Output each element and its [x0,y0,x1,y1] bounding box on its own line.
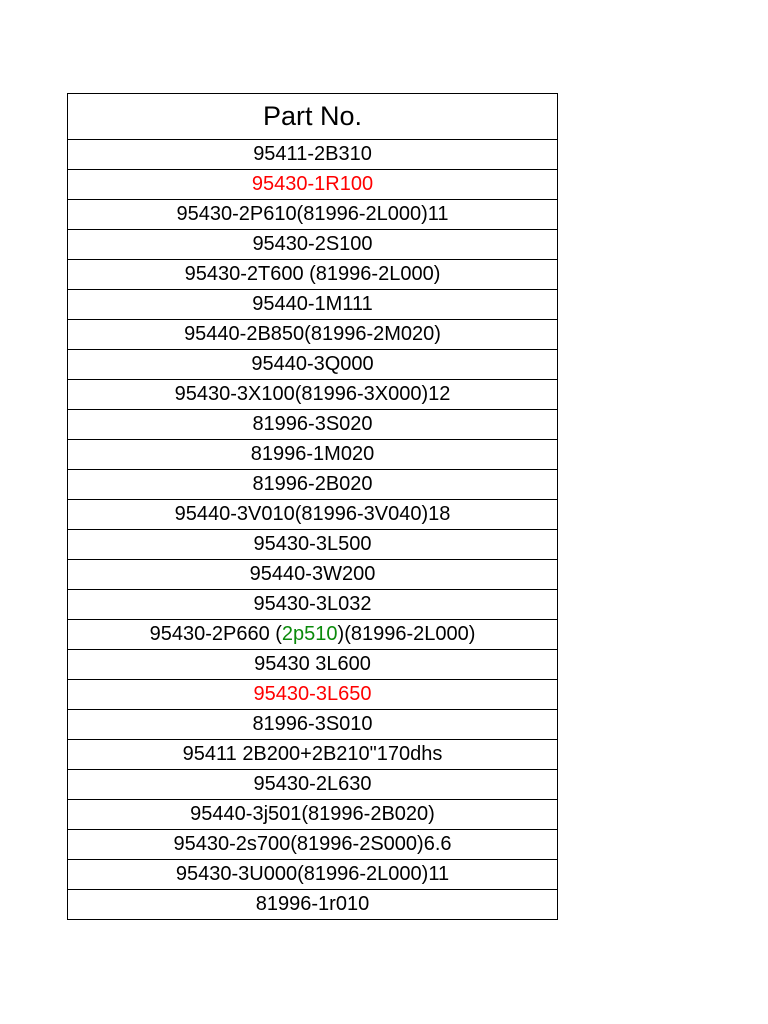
part-number-cell [68,260,558,290]
part-number-text: )(81996-2L000) [337,623,476,645]
part-number-text: 95430-2T600 (81996-2L000) [184,263,441,285]
part-no-header: Part No. [68,94,558,140]
part-number-text: 81996-2B020 [252,473,373,495]
part-number-text: 2p510 [281,623,338,645]
table-row [68,740,558,770]
part-number-text: 95440-2B850(81996-2M020) [184,323,441,345]
part-number-text: 81996-1M020 [250,443,375,465]
part-number-text: 95430-3L500 [253,533,372,555]
part-number-text: 81996-3S010 [252,713,373,735]
part-number-text: 95430-1R100 [251,173,374,195]
part-number-cell [68,710,558,740]
table-row [68,140,558,170]
table-row [68,350,558,380]
part-number-cell [68,530,558,560]
table-row [68,680,558,710]
table-row [68,620,558,650]
table-row [68,440,558,470]
table-row [68,500,558,530]
part-number-cell [68,140,558,170]
table-row [68,860,558,890]
part-number-cell [68,200,558,230]
part-number-cell [68,590,558,620]
part-number-cell [68,620,558,650]
part-number-text: 95430-2S100 [252,233,373,255]
table-row [68,320,558,350]
table-row [68,800,558,830]
part-number-cell [68,290,558,320]
part-number-cell [68,560,558,590]
part-number-text: 95411 2B200+2B210"170dhs [182,743,443,765]
part-number-cell [68,740,558,770]
part-number-cell [68,860,558,890]
part-number-text: 95440-1M111 [252,293,373,315]
part-number-cell [68,320,558,350]
part-number-cell [68,440,558,470]
part-number-text: 95411-2B310 [253,143,372,165]
part-number-text: 95430-3U000(81996-2L000)11 [175,863,450,885]
table-row [68,470,558,500]
part-number-text: 95430-3L650 [253,683,372,705]
table-row [68,890,558,920]
part-number-cell [68,500,558,530]
parts-table [67,93,558,920]
table-row [68,230,558,260]
part-number-text: 95430 3L600 [254,653,371,675]
part-number-cell [68,410,558,440]
table-row [68,410,558,440]
table-row [68,710,558,740]
part-number-cell [68,230,558,260]
table-row [68,380,558,410]
part-number-cell [68,380,558,410]
parts-table-body [68,140,558,920]
part-number-cell [68,800,558,830]
part-number-cell [68,680,558,710]
table-row [68,260,558,290]
header-row [68,94,558,140]
table-row [68,590,558,620]
part-number-text: 95430-2P660 ( [149,623,282,645]
part-number-text: 95430-2s700(81996-2S000)6.6 [173,833,452,855]
part-number-text: 95430-2L630 [253,773,372,795]
table-row [68,830,558,860]
part-number-text: 81996-1r010 [255,893,370,915]
part-number-cell [68,470,558,500]
part-number-cell [68,350,558,380]
part-number-text: 81996-3S020 [252,413,373,435]
table-row [68,200,558,230]
part-number-cell [68,650,558,680]
part-number-text: 95430-3L032 [253,593,372,615]
part-number-cell [68,170,558,200]
part-number-text: 95440-3W200 [249,563,376,585]
table-row [68,650,558,680]
table-row [68,290,558,320]
table-row [68,170,558,200]
table-row [68,770,558,800]
part-number-text: 95440-3j501(81996-2B020) [190,803,435,825]
table-row [68,530,558,560]
part-number-cell [68,890,558,920]
part-number-text: 95440-3Q000 [251,353,374,375]
part-number-text: 95430-3X100(81996-3X000)12 [174,383,451,405]
part-number-cell [68,830,558,860]
part-number-text: 95430-2P610(81996-2L000)11 [176,203,449,225]
part-number-cell [68,770,558,800]
table-row [68,560,558,590]
part-number-text: 95440-3V010(81996-3V040)18 [174,503,451,525]
